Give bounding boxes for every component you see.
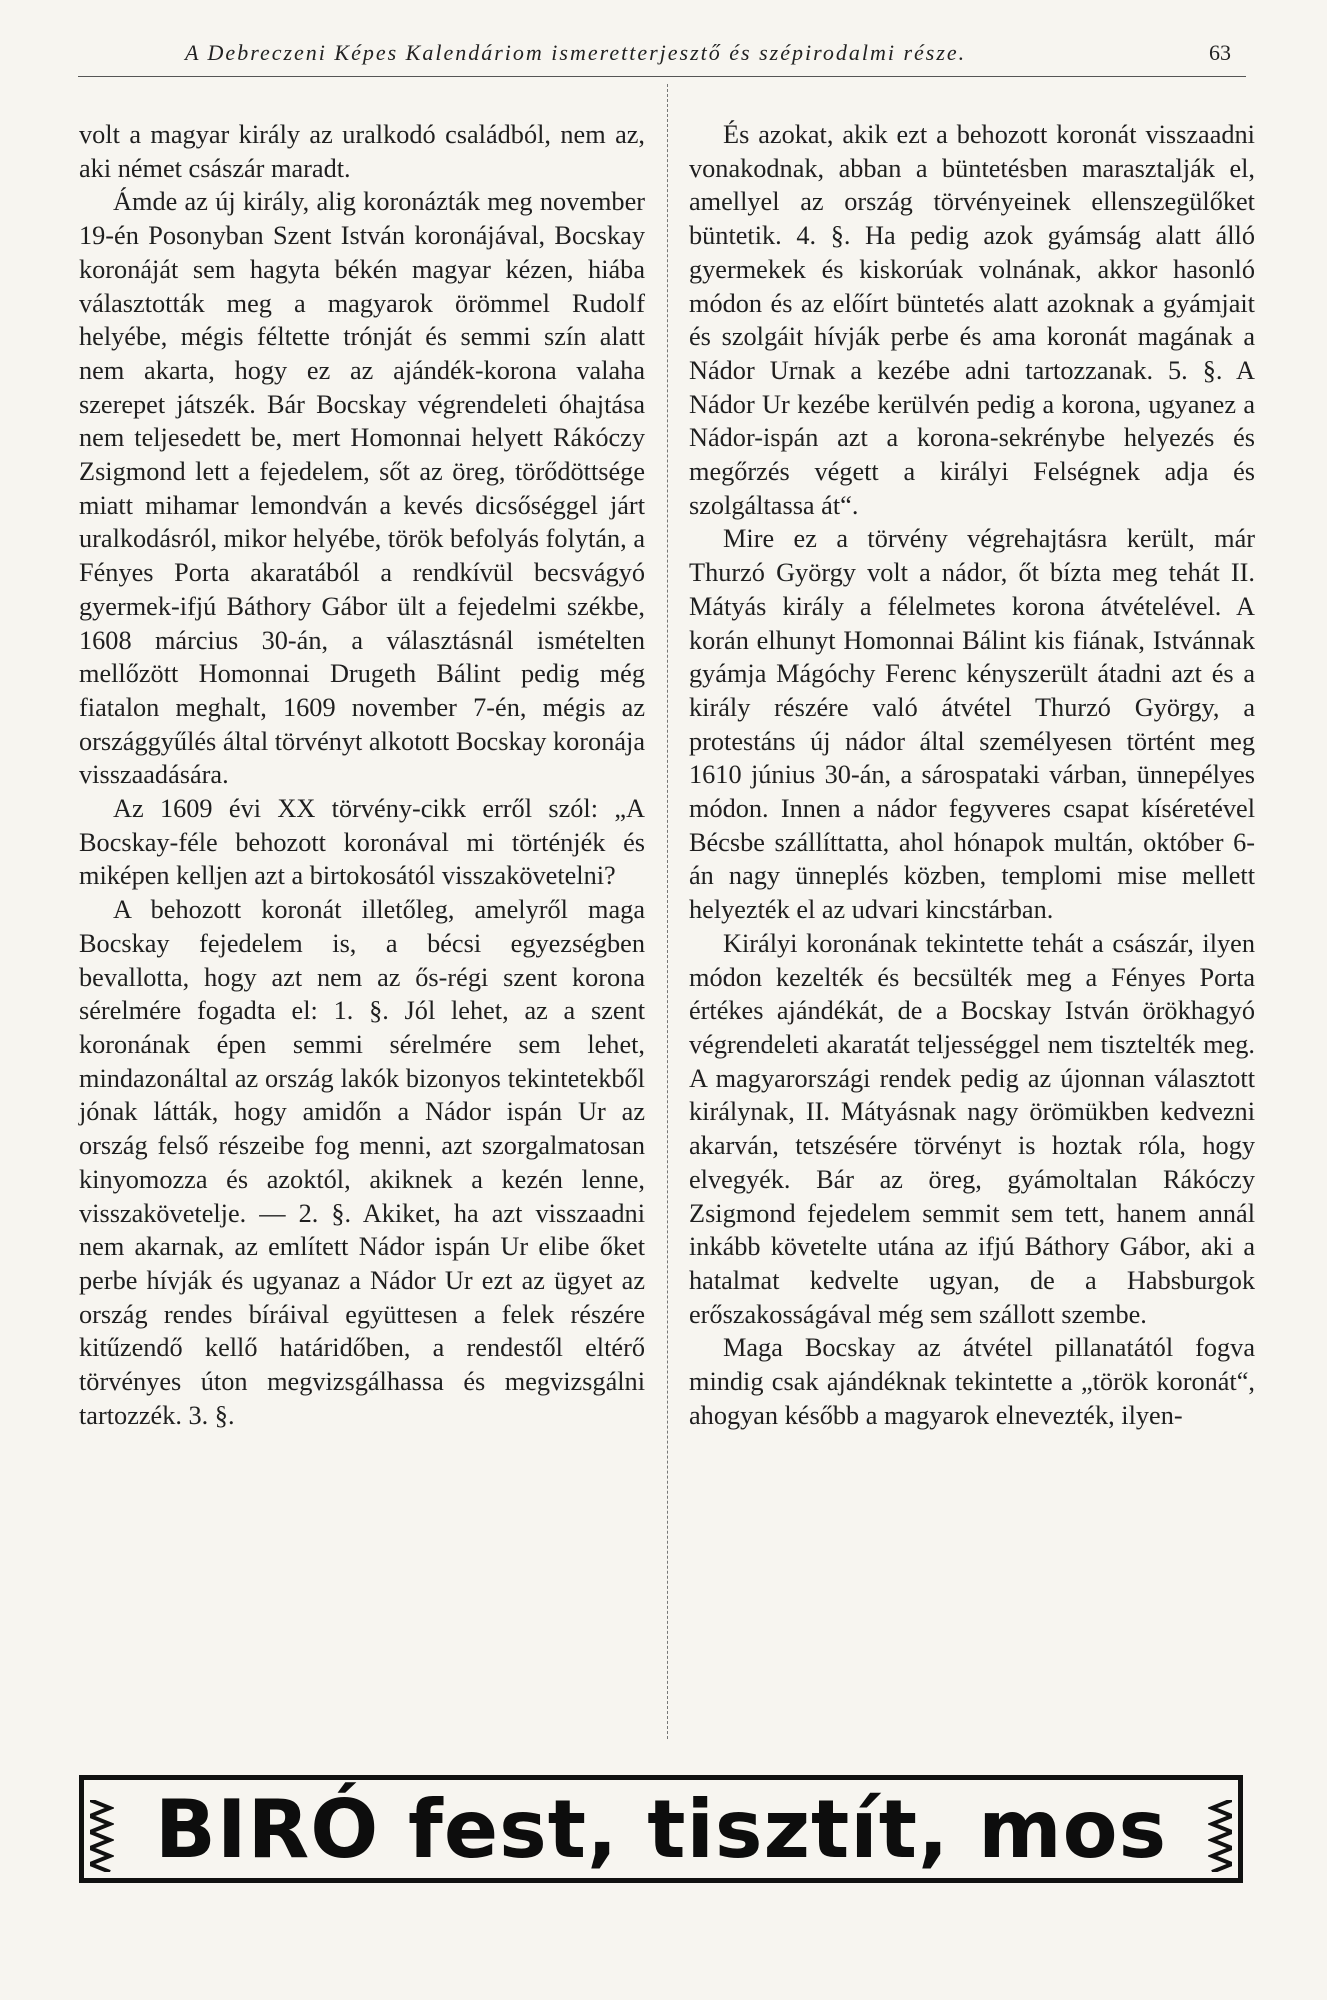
paragraph: Az 1609 évi XX törvény-cikk erről szól: „A Bocskay-féle behozott koronával mi történjék és miképen kelljen azt a birtokosától visszakövetelni? xyxy=(79,794,645,891)
header-rule xyxy=(78,76,1246,77)
page-number: 63 xyxy=(1209,40,1231,65)
paragraph: És azokat, akik ezt a behozott koronát visszaadni vonakodnak, abban a büntetésben marasztalják el, amellyel az ország törvényeinek ellenszegülőket büntetik. 4. §. Ha pedig azok gyámság alatt álló gyermekek és kiskorúak volnának, akkor hasonló módon és az előírt büntetés alatt azoknak a gyámjait és szolgáit hívják perbe és ama koronát magának a Nádor Urnak a kezébe adni tartozzanak. 5. §. A Nádor Ur kezébe kerülvén pedig a korona, ugyanez a Nádor-ispán azt a korona-sekrénybe helyezés és megőrzés végett a királyi Felségnek adja és szolgáltassa át“. xyxy=(689,120,1255,520)
paragraph: A behozott koronát illetőleg, amelyről maga Bocskay fejedelem is, a bécsi egyezségben bevallotta, hogy azt nem az ős-régi szent korona sérelmére fogadta el: 1. §. Jól lehet, az a szent koronának épen semmi sérelmére sem lehet, mindazonáltal az ország lakók bizonyos tekintetekből jónak látták, hogy amidőn a Nádor ispán Ur az ország felső részeibe fog menni, azt szorgalmatosan kinyomozza és azoktól, akiknek a kezén lenne, visszakövetelje. — 2. §. Akiket, ha azt visszaadni nem akarnak, az említett Nádor ispán Ur elibe őket perbe hívják és ugyanaz a Nádor Ur ezt az ügyet az ország rendes bíráival együttesen a felek részére kitűzendő kellő határidőben, a rendestől eltérő törvényes úton megvizsgálhassa és megvizsgálni tartozzék. 3. §. xyxy=(79,895,645,1430)
paragraph: Mire ez a törvény végrehajtásra került, már Thurzó György volt a nádor, őt bízta meg tehát II. Mátyás király a félelmetes korona átvételével. A korán elhunyt Homonnai Bálint kis fiának, Istvánnak gyámja Mágóchy Ferenc kényszerült átadni azt és a király részére való átvétel Thurzó György, a protestáns új nádor által személyesen történt meg 1610 június 30-án, a sárospataki várban, ünnepélyes módon. Innen a nádor fegyveres csapat kíséretével Bécsbe szállíttatta, ahol hónapok multán, október 6-án nagy ünneplés közben, templomi mise mellett helyezték el az udvari kincstárban. xyxy=(689,524,1255,925)
left-column xyxy=(79,118,645,1748)
advertisement-banner xyxy=(79,1775,1243,1883)
column-divider xyxy=(667,84,668,1739)
zigzag-ornament-icon xyxy=(1208,1800,1232,1872)
paragraph: Maga Bocskay az átvétel pillanatától fogva mindig csak ajándéknak tekintette a „török koronát“, ahogyan később a magyarok elnevezték, ilyen- xyxy=(689,1333,1255,1430)
paragraph: Királyi koronának tekintette tehát a császár, ilyen módon kezelték és becsülték meg a Fényes Porta értékes ajándékát, de a Bocskay István örökhagyó végrendeleti akaratát teljességgel nem tisztelték meg. A magyarországi rendek pedig az újonnan választott királynak, II. Mátyásnak nagy örömükben kedvezni akarván, tetszésére törvényt is hoztak róla, hogy elvegyék. Bár az öreg, gyámoltalan Rákóczy Zsigmond fejedelem semmit sem tett, hanem annál inkább követelte utána az ifjú Báthory Gábor, aki a hatalmat kedvelte ugyan, de a Habsburgok erőszakosságával még sem szállott szembe. xyxy=(689,928,1255,1329)
right-column xyxy=(689,118,1255,1748)
advertisement-text: BIRÓ fest, tisztít, mos xyxy=(154,1782,1168,1876)
running-title: A Debreczeni Képes Kalendáriom ismeretterjesztő és szépirodalmi része. xyxy=(185,40,967,65)
paragraph: Ámde az új király, alig koronázták meg november 19-én Posonyban Szent István koronájával, Bocskay koronáját sem hagyta békén magyar kézen, hiába választották meg a magyarok örömmel Rudolf helyébe, mégis féltette trónját és semmi szín alatt nem akarta, hogy ez az ajándék-korona valaha szerepet játszék. Bár Bocskay végrendeleti óhajtása nem teljesedett be, mert Homonnai helyett Rákóczy Zsigmond lett a fejedelem, sőt az öreg, törődöttsége miatt mihamar lemondván a kevés dicsőséggel járt uralkodásról, mikor helyébe, török befolyás folytán, a Fényes Porta akaratából a rendkívül becsvágyó gyermek-ifjú Báthory Gábor ült a fejedelmi székbe, 1608 március 30-án, a választásnál ismételten mellőzött Homonnai Drugeth Bálint pedig még fiatalon meghalt, 1609 november 7-én, mégis az országgyűlés által törvényt alkotott Bocskay koronája visszaadására. xyxy=(79,187,645,790)
page-header xyxy=(0,36,1327,76)
paragraph: volt a magyar király az uralkodó családból, nem az, aki német császár maradt. xyxy=(79,120,645,183)
